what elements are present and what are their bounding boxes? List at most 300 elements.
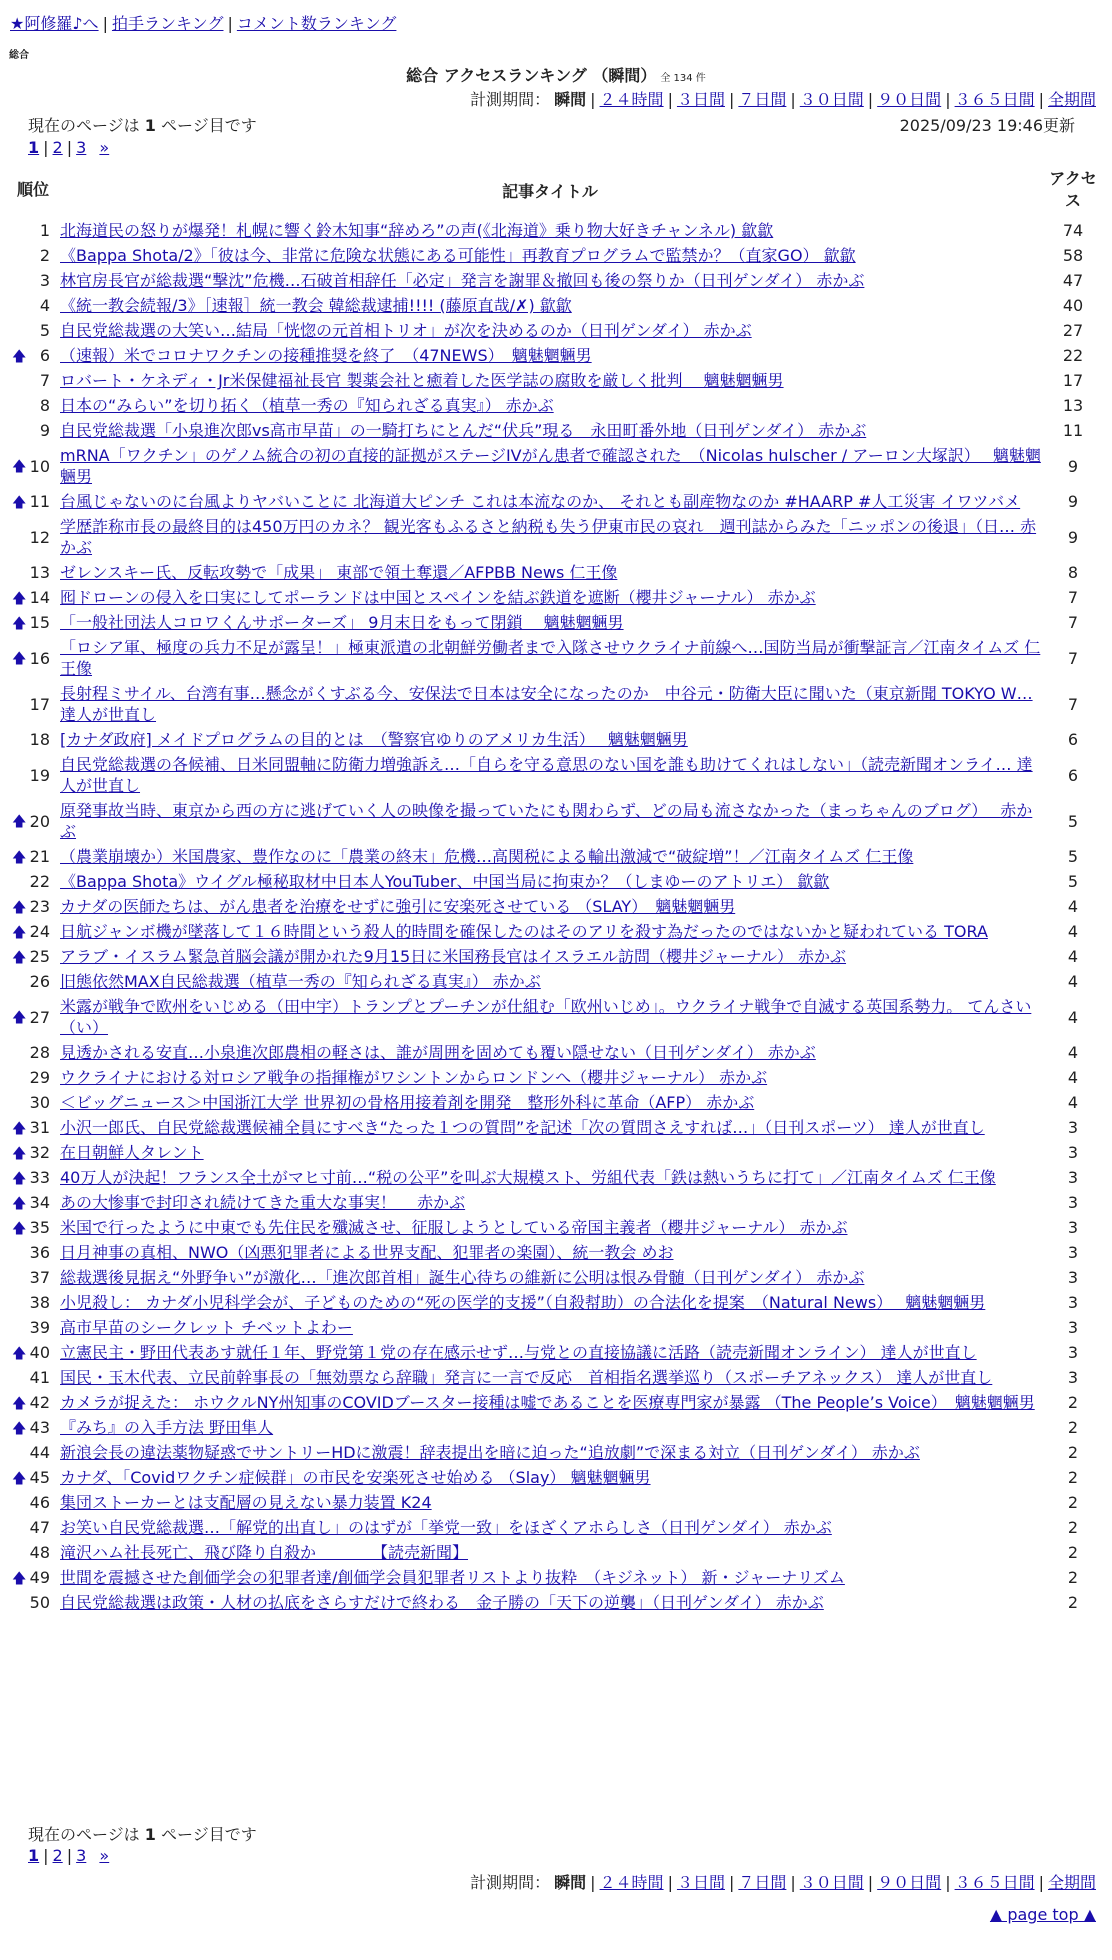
rank-cell bbox=[10, 343, 56, 368]
title-cell bbox=[56, 1540, 1044, 1565]
title-cell bbox=[56, 343, 1044, 368]
table-row bbox=[10, 268, 1102, 293]
rank-number: 45 bbox=[29, 1468, 50, 1487]
access-count: 2 bbox=[1067, 1518, 1079, 1537]
rank-cell bbox=[10, 293, 56, 318]
article-title-link[interactable]: 自民党総裁選の大笑い…結局「恍惚の元首相トリオ」が次を決めるのか（日刊ゲンダイ） 赤かぶ bbox=[60, 321, 752, 340]
table-row bbox=[10, 1590, 1102, 1615]
article-title-link[interactable]: 在日朝鮮人タレント bbox=[60, 1143, 204, 1162]
article-title-link[interactable]: あの大惨事で封印され続けてきた重大な事実！ 赤かぶ bbox=[60, 1193, 466, 1212]
rank-number: 40 bbox=[29, 1343, 50, 1362]
table-row bbox=[10, 1440, 1102, 1465]
access-count: 40 bbox=[1062, 296, 1084, 315]
rank-number: 23 bbox=[29, 897, 50, 916]
table-row bbox=[10, 243, 1102, 268]
rank-number: 5 bbox=[39, 321, 50, 340]
access-count: 7 bbox=[1067, 694, 1079, 714]
up-arrow-icon: 🡅 bbox=[12, 1145, 27, 1162]
title-cell bbox=[56, 1265, 1044, 1290]
title-cell bbox=[56, 368, 1044, 393]
rank-cell bbox=[10, 1340, 56, 1365]
table-row bbox=[10, 218, 1102, 243]
title-cell bbox=[56, 1465, 1044, 1490]
table-row bbox=[10, 844, 1102, 869]
table-row bbox=[10, 1315, 1102, 1340]
up-arrow-icon: 🡅 bbox=[12, 1345, 27, 1362]
rank-number: 14 bbox=[29, 588, 50, 607]
table-row bbox=[10, 318, 1102, 343]
article-title-link[interactable]: （農業崩壊か）米国農家、豊作なのに「農業の終末」危機…高関税による輸出激減で“破綻増”！／江南タイムズ 仁王像 bbox=[60, 847, 914, 866]
access-count: 2 bbox=[1067, 1468, 1079, 1487]
rank-number: 31 bbox=[29, 1118, 50, 1137]
article-title-link[interactable]: 日航ジャンボ機が墜落して１６時間という殺人的時間を確保したのはそのアリを殺す為だったのではないかと疑われている TORA bbox=[60, 922, 988, 941]
up-arrow-icon: 🡅 bbox=[12, 849, 27, 866]
title-cell bbox=[56, 1590, 1044, 1615]
rank-number: 36 bbox=[29, 1243, 50, 1262]
article-title-link[interactable]: mRNA「ワクチン」のゲノム統合の初の直接的証拠がステージIVがん患者で確認された （Nicolas hulscher / アーロン大塚訳） 魑魅魍魎男 bbox=[60, 446, 1041, 486]
article-title-link[interactable]: 集団ストーカーとは支配層の見えない暴力装置 K24 bbox=[60, 1493, 432, 1512]
rank-cell bbox=[10, 489, 56, 514]
rank-number: 37 bbox=[29, 1268, 50, 1287]
article-title-link[interactable]: アラブ・イスラム緊急首脳会議が開かれた9月15日に米国務長官はイスラエル訪問（櫻井ジャーナル） 赤かぶ bbox=[60, 947, 847, 966]
rank-number: 48 bbox=[29, 1543, 50, 1562]
title-cell bbox=[56, 1565, 1044, 1590]
rank-cell bbox=[10, 1465, 56, 1490]
rank-number: 17 bbox=[29, 694, 50, 714]
pager-top: 1 | 2 | 3 » bbox=[28, 138, 110, 157]
access-count: 5 bbox=[1067, 847, 1079, 866]
rank-cell bbox=[10, 869, 56, 894]
rank-number: 35 bbox=[29, 1218, 50, 1237]
article-title-link[interactable]: カナダ、「Covidワクチン症候群」の市民を安楽死させ始める （Slay） 魑魅魍魎男 bbox=[60, 1468, 651, 1487]
article-title-link[interactable]: 見透かされる安直…小泉進次郎農相の軽さは、誰が周囲を固めても覆い隠せない（日刊ゲンダイ） 赤かぶ bbox=[60, 1043, 816, 1062]
table-row bbox=[10, 1340, 1102, 1365]
article-title-link[interactable]: ロバート・ケネディ・Jr米保健福祉長官 製薬会社と癒着した医学誌の腐敗を厳しく批判 魑魅魍魎男 bbox=[60, 371, 784, 390]
table-row bbox=[10, 514, 1102, 560]
rank-cell bbox=[10, 1215, 56, 1240]
title-cell bbox=[56, 1065, 1044, 1090]
up-arrow-icon: 🡅 bbox=[12, 899, 27, 916]
access-count: 11 bbox=[1062, 421, 1084, 440]
rank-number: 39 bbox=[29, 1318, 50, 1337]
table-row bbox=[10, 752, 1102, 798]
access-count: 6 bbox=[1067, 765, 1079, 785]
rank-cell bbox=[10, 1415, 56, 1440]
up-arrow-icon: 🡅 bbox=[12, 1010, 27, 1026]
category-label: 総合 bbox=[9, 50, 29, 61]
article-title-link[interactable]: 《統一教会続報/3》［速報］統一教会 韓総裁逮捕!!!! (藤原直哉/✗) 歙歙 bbox=[60, 296, 572, 315]
article-title-link[interactable]: 《Bappa Shota》ウイグル極秘取材中日本人YouTuber、中国当局に拘束か？（しまゆーのアトリエ） 歙歙 bbox=[60, 872, 830, 891]
up-arrow-icon: 🡅 bbox=[12, 1195, 27, 1212]
table-row bbox=[10, 1140, 1102, 1165]
rank-number: 11 bbox=[29, 492, 50, 511]
title-cell bbox=[56, 489, 1044, 514]
rank-number: 16 bbox=[29, 648, 50, 668]
rank-number: 24 bbox=[29, 922, 50, 941]
table-row bbox=[10, 1465, 1102, 1490]
pager-next[interactable]: » bbox=[99, 138, 110, 157]
article-title-link[interactable]: 立憲民主・野田代表あす就任１年、野党第１党の存在感示せず…与党との直接協議に活路（読売新聞オンライン） 達人が世直し bbox=[60, 1343, 977, 1362]
title-cell bbox=[56, 1090, 1044, 1115]
article-title-link[interactable]: 日月神事の真相、NWO（凶悪犯罪者による世界支配、犯罪者の楽園）、統一教会 めお bbox=[60, 1243, 674, 1262]
up-arrow-icon: 🡅 bbox=[12, 459, 27, 475]
table-row bbox=[10, 1490, 1102, 1515]
rank-number: 32 bbox=[29, 1143, 50, 1162]
access-count: 3 bbox=[1067, 1193, 1079, 1212]
period-link-24h[interactable]: ２４時間 bbox=[599, 90, 664, 109]
title-cell bbox=[56, 560, 1044, 585]
article-title-link[interactable]: [カナダ政府] メイドプログラムの目的とは （警察官ゆりのアメリカ生活） 魑魅魍魎男 bbox=[60, 730, 688, 749]
rank-number: 41 bbox=[29, 1368, 50, 1387]
table-row bbox=[10, 919, 1102, 944]
pager-page-2[interactable]: 2 bbox=[52, 1846, 63, 1865]
rank-cell bbox=[10, 1090, 56, 1115]
article-title-link[interactable]: 小児殺し： カナダ小児科学会が、子どものための“死の医学的支援”（自殺幇助）の合法化を提案 （Natural News） 魑魅魍魎男 bbox=[60, 1293, 986, 1312]
access-count: 22 bbox=[1062, 346, 1084, 365]
period-current: 瞬間 bbox=[554, 1873, 587, 1892]
access-count: 13 bbox=[1062, 396, 1084, 415]
rank-number: 29 bbox=[29, 1068, 50, 1087]
access-count: 7 bbox=[1067, 648, 1079, 668]
access-count: 3 bbox=[1067, 1368, 1079, 1387]
article-title-link[interactable]: 自民党総裁選は政策・人材の払底をさらすだけで終わる 金子勝の「天下の逆襲」（日刊ゲンダイ） 赤かぶ bbox=[60, 1593, 824, 1612]
title-cell bbox=[56, 1315, 1044, 1340]
rank-number: 25 bbox=[29, 947, 50, 966]
rank-number: 8 bbox=[39, 396, 50, 415]
table-row bbox=[10, 489, 1102, 514]
table-row bbox=[10, 560, 1102, 585]
article-title-link[interactable]: 台風じゃないのに台風よりヤバいことに 北海道大ピンチ これは本流なのか、 それとも副産物なのか #HAARP #人工災害 イワツバメ bbox=[60, 492, 1021, 511]
article-title-link[interactable]: 「一般社団法人コロワくんサポーターズ」 9月末日をもって閉鎖 魑魅魍魎男 bbox=[60, 613, 624, 632]
pager-page-current[interactable]: 1 bbox=[28, 138, 40, 157]
access-count: 2 bbox=[1067, 1393, 1079, 1412]
access-count: 9 bbox=[1067, 492, 1079, 511]
access-count: 5 bbox=[1067, 872, 1079, 891]
header-access: アクセス bbox=[1049, 169, 1097, 210]
title-cell bbox=[56, 844, 1044, 869]
table-row bbox=[10, 1390, 1102, 1415]
article-title-link[interactable]: 学歴詐称市長の最終目的は450万円のカネ？ 観光客もふるさと納税も失う伊東市民の哀れ 週刊誌からみた「ニッポンの後退」（日… 赤かぶ bbox=[60, 517, 1037, 557]
title-cell bbox=[56, 1415, 1044, 1440]
rank-cell bbox=[10, 1240, 56, 1265]
article-title-link[interactable]: 《Bappa Shota/2》「彼は今、非常に危険な状態にある可能性」再教育プログラムで監禁か？（直家GO） 歙歙 bbox=[60, 246, 856, 265]
rank-cell bbox=[10, 1365, 56, 1390]
article-title-link[interactable]: 林官房長官が総裁選“撃沈”危機…石破首相辞任「必定」発言を謝罪＆撤回も後の祭りか（日刊ゲンダイ） 赤かぶ bbox=[60, 271, 865, 290]
rank-cell bbox=[10, 1190, 56, 1215]
page-title-text: 総合 アクセスランキング （瞬間） bbox=[406, 66, 657, 85]
table-row bbox=[10, 994, 1102, 1040]
up-arrow-icon: 🡅 bbox=[12, 1470, 27, 1487]
title-cell bbox=[56, 681, 1044, 727]
title-cell bbox=[56, 1040, 1044, 1065]
title-cell bbox=[56, 919, 1044, 944]
article-title-link[interactable]: 自民党総裁選の各候補、日米同盟軸に防衛力増強訴え…「自らを守る意思のない国を誰も助けてくれはしない」（読売新聞オンライ… 達人が世直し bbox=[60, 755, 1033, 795]
title-cell bbox=[56, 894, 1044, 919]
rank-cell bbox=[10, 393, 56, 418]
rank-cell bbox=[10, 1065, 56, 1090]
title-cell bbox=[56, 1340, 1044, 1365]
rank-cell bbox=[10, 1265, 56, 1290]
article-title-link[interactable]: 総裁選後見据え“外野争い”が激化…「進次郎首相」誕生心待ちの維新に公明は恨み骨髄（日刊ゲンダイ） 赤かぶ bbox=[60, 1268, 865, 1287]
table-row bbox=[10, 944, 1102, 969]
up-arrow-icon: 🡅 bbox=[12, 1170, 27, 1187]
access-count: 4 bbox=[1067, 897, 1079, 916]
current-page-info-top: 現在のページは 1 ページ目です bbox=[28, 116, 257, 135]
title-cell bbox=[56, 1290, 1044, 1315]
access-count: 7 bbox=[1067, 613, 1079, 632]
access-count: 17 bbox=[1062, 371, 1084, 390]
table-row bbox=[10, 368, 1102, 393]
access-count: 58 bbox=[1062, 246, 1084, 265]
access-count: 4 bbox=[1067, 972, 1079, 991]
article-title-link[interactable]: 『みち』の入手方法 野田隼人 bbox=[60, 1418, 274, 1437]
rank-cell bbox=[10, 218, 56, 243]
rank-cell bbox=[10, 1490, 56, 1515]
period-link-30d[interactable]: ３０日間 bbox=[799, 1873, 864, 1892]
table-row bbox=[10, 1290, 1102, 1315]
period-selector-top: 計測期間： 瞬間 | ２４時間 | ３日間 | ７日間 | ３０日間 | ９０日間 | ３６５日間 | 全期間 bbox=[470, 90, 1096, 109]
total-count: 全 134 件 bbox=[660, 73, 706, 84]
pager-page-2[interactable]: 2 bbox=[52, 138, 63, 157]
access-count: 8 bbox=[1067, 563, 1079, 582]
table-row bbox=[10, 1165, 1102, 1190]
article-title-link[interactable]: 世間を震撼させた創価学会の犯罪者達/創価学会員犯罪者リストより抜粋 （キジネット） 新・ジャーナリズム bbox=[60, 1568, 845, 1587]
rank-cell bbox=[10, 1515, 56, 1540]
period-link-7d[interactable]: ７日間 bbox=[738, 90, 787, 109]
updated-timestamp: 2025/09/23 19:46更新 bbox=[899, 116, 1075, 135]
article-title-link[interactable]: 国民・玉木代表、立民前幹事長の「無効票なら辞職」発言に一言で反応 首相指名選挙巡り（スポーチアネックス） 達人が世直し bbox=[60, 1368, 993, 1387]
period-link-365d[interactable]: ３６５日間 bbox=[954, 90, 1035, 109]
access-count: 9 bbox=[1067, 527, 1079, 547]
article-title-link[interactable]: カメラが捉えた： ホウクルNY州知事のCOVIDブースター接種は嘘であることを医療専門家が暴露 （The People’s Voice） 魑魅魍魎男 bbox=[60, 1393, 1035, 1412]
access-count: 27 bbox=[1062, 321, 1084, 340]
table-row bbox=[10, 1190, 1102, 1215]
access-count: 4 bbox=[1067, 1068, 1079, 1087]
rank-number: 13 bbox=[29, 563, 50, 582]
access-count: 4 bbox=[1067, 1093, 1079, 1112]
access-count: 2 bbox=[1067, 1418, 1079, 1437]
article-title-link[interactable]: ウクライナにおける対ロシア戦争の指揮権がワシントンからロンドンへ（櫻井ジャーナル） 赤かぶ bbox=[60, 1068, 768, 1087]
table-row bbox=[10, 585, 1102, 610]
table-row bbox=[10, 1415, 1102, 1440]
pager-page-3[interactable]: 3 bbox=[76, 138, 87, 157]
title-cell bbox=[56, 1165, 1044, 1190]
table-row bbox=[10, 894, 1102, 919]
access-count: 3 bbox=[1067, 1218, 1079, 1237]
access-count: 5 bbox=[1067, 811, 1079, 831]
title-cell bbox=[56, 869, 1044, 894]
article-title-link[interactable]: 高市早苗のシークレット チベットよわー bbox=[60, 1318, 353, 1337]
link-asyura-home[interactable]: ★阿修羅♪へ bbox=[10, 14, 99, 33]
rank-cell bbox=[10, 1140, 56, 1165]
title-cell bbox=[56, 268, 1044, 293]
rank-cell bbox=[10, 752, 56, 798]
link-comment-ranking[interactable]: コメント数ランキング bbox=[236, 14, 397, 33]
article-title-link[interactable]: 新浪会長の違法薬物疑惑でサントリーHDに激震！辞表提出を暗に迫った“追放劇”で深まる対立（日刊ゲンダイ） 赤かぶ bbox=[60, 1443, 920, 1462]
article-title-link[interactable]: ＜ビッグニュース＞中国浙江大学 世界初の骨格用接着剤を開発 整形外科に革命（AFP） 赤かぶ bbox=[60, 1093, 755, 1112]
article-title-link[interactable]: お笑い自民党総裁選…「解党的出直し」のはずが「挙党一致」をほざくアホらしさ（日刊ゲンダイ） 赤かぶ bbox=[60, 1518, 832, 1537]
table-row bbox=[10, 635, 1102, 681]
article-title-link[interactable]: 「ロシア軍、極度の兵力不足が露呈！」極東派遣の北朝鮮労働者まで入隊させウクライナ前線へ…国防当局が衝撃証言／江南タイムズ 仁王像 bbox=[60, 638, 1041, 678]
access-count: 7 bbox=[1067, 588, 1079, 607]
table-row bbox=[10, 1365, 1102, 1390]
rank-number: 26 bbox=[29, 972, 50, 991]
rank-cell bbox=[10, 1540, 56, 1565]
period-link-30d[interactable]: ３０日間 bbox=[799, 90, 864, 109]
period-link-all[interactable]: 全期間 bbox=[1047, 90, 1096, 109]
rank-cell bbox=[10, 944, 56, 969]
up-arrow-icon: 🡅 bbox=[12, 1395, 27, 1412]
title-cell bbox=[56, 1240, 1044, 1265]
table-row bbox=[10, 1215, 1102, 1240]
rank-number: 4 bbox=[39, 296, 50, 315]
access-count: 3 bbox=[1067, 1143, 1079, 1162]
rank-number: 44 bbox=[29, 1443, 50, 1462]
rank-number: 49 bbox=[29, 1568, 50, 1587]
rank-number: 12 bbox=[29, 527, 50, 547]
ranking-table bbox=[10, 162, 1102, 1615]
table-row bbox=[10, 343, 1102, 368]
rank-cell bbox=[10, 635, 56, 681]
title-cell bbox=[56, 243, 1044, 268]
pager-next[interactable]: » bbox=[99, 1846, 110, 1865]
rank-cell bbox=[10, 1115, 56, 1140]
up-arrow-icon: 🡅 bbox=[12, 1570, 27, 1587]
title-cell bbox=[56, 318, 1044, 343]
title-cell bbox=[56, 1440, 1044, 1465]
rank-cell bbox=[10, 1390, 56, 1415]
rank-number: 42 bbox=[29, 1393, 50, 1412]
table-row bbox=[10, 969, 1102, 994]
title-cell bbox=[56, 1115, 1044, 1140]
article-title-link[interactable]: 日本の“みらい”を切り拓く（植草一秀の『知られざる真実』） 赤かぶ bbox=[60, 396, 554, 415]
header-rank: 順位 bbox=[16, 180, 49, 199]
pager-page-3[interactable]: 3 bbox=[76, 1846, 87, 1865]
article-title-link[interactable]: 40万人が決起！フランス全土がマヒ寸前…“税の公平”を叫ぶ大規模スト、労組代表「鉄は熱いうちに打て」／江南タイムズ 仁王像 bbox=[60, 1168, 996, 1187]
access-count: 3 bbox=[1067, 1168, 1079, 1187]
pager-page-current[interactable]: 1 bbox=[28, 1846, 40, 1865]
title-cell bbox=[56, 1140, 1044, 1165]
article-title-link[interactable]: 滝沢ハム社長死亡、飛び降り自殺か 【読売新聞】 bbox=[60, 1543, 469, 1562]
rank-cell bbox=[10, 1040, 56, 1065]
rank-cell bbox=[10, 1290, 56, 1315]
up-arrow-icon: 🡅 bbox=[12, 1220, 27, 1237]
article-title-link[interactable]: 米国で行ったように中東でも先住民を殲滅させ、征服しようとしている帝国主義者（櫻井ジャーナル） 赤かぶ bbox=[60, 1218, 848, 1237]
rank-cell bbox=[10, 727, 56, 752]
article-title-link[interactable]: 小沢一郎氏、自民党総裁選候補全員にすべき“たった１つの質問”を記述「次の質問さえすれば…」（日刊スポーツ） 達人が世直し bbox=[60, 1118, 985, 1137]
article-title-link[interactable]: 米露が戦争で欧州をいじめる（田中宇）トランプとプーチンが仕組む「欧州いじめ」。ウクライナ戦争で自滅する英国系勢力。 てんさい（い） bbox=[60, 997, 1032, 1037]
up-arrow-icon: 🡅 bbox=[12, 1120, 27, 1137]
article-title-link[interactable]: ゼレンスキー氏、反転攻勢で「成果」 東部で領土奪還／AFPBB News 仁王像 bbox=[60, 563, 618, 582]
rank-number: 19 bbox=[29, 765, 50, 785]
period-link-365d[interactable]: ３６５日間 bbox=[954, 1873, 1035, 1892]
article-title-link[interactable]: 自民党総裁選「小泉進次郎vs高市早苗」の一騎打ちにとんだ“伏兵”現る 永田町番外地（日刊ゲンダイ） 赤かぶ bbox=[60, 421, 867, 440]
period-link-all[interactable]: 全期間 bbox=[1047, 1873, 1096, 1892]
period-selector-bottom: 計測期間： 瞬間 | ２４時間 | ３日間 | ７日間 | ３０日間 | ９０日間 | ３６５日間 | 全期間 bbox=[470, 1873, 1096, 1892]
rank-cell bbox=[10, 418, 56, 443]
page-top-link[interactable]: ▲ page top ▲ bbox=[989, 1905, 1096, 1924]
rank-cell bbox=[10, 318, 56, 343]
up-arrow-icon: 🡅 bbox=[12, 1420, 27, 1437]
up-arrow-icon: 🡅 bbox=[12, 651, 27, 667]
access-count: 3 bbox=[1067, 1318, 1079, 1337]
title-cell bbox=[56, 752, 1044, 798]
rank-cell bbox=[10, 681, 56, 727]
table-row bbox=[10, 1540, 1102, 1565]
table-row bbox=[10, 1115, 1102, 1140]
period-link-3d[interactable]: ３日間 bbox=[676, 1873, 725, 1892]
access-count: 2 bbox=[1067, 1443, 1079, 1462]
article-title-link[interactable]: 長射程ミサイル、台湾有事…懸念がくすぶる今、安保法で日本は安全になったのか 中谷元・防衛大臣に聞いた（東京新聞 TOKYO W… 達人が世直し bbox=[60, 684, 1033, 724]
article-title-link[interactable]: カナダの医師たちは、がん患者を治療をせずに強引に安楽死させている （SLAY） 魑魅魍魎男 bbox=[60, 897, 736, 916]
period-link-7d[interactable]: ７日間 bbox=[738, 1873, 787, 1892]
rank-number: 43 bbox=[29, 1418, 50, 1437]
rank-number: 50 bbox=[29, 1593, 50, 1612]
title-cell bbox=[56, 969, 1044, 994]
title-cell bbox=[56, 1390, 1044, 1415]
rank-number: 38 bbox=[29, 1293, 50, 1312]
rank-number: 3 bbox=[39, 271, 50, 290]
table-row bbox=[10, 681, 1102, 727]
rank-cell bbox=[10, 610, 56, 635]
article-title-link[interactable]: （速報）米でコロナワクチンの接種推奨を終了 （47NEWS） 魑魅魍魎男 bbox=[60, 346, 592, 365]
rank-cell bbox=[10, 243, 56, 268]
access-count: 4 bbox=[1067, 1007, 1079, 1027]
title-cell bbox=[56, 727, 1044, 752]
rank-number: 33 bbox=[29, 1168, 50, 1187]
rank-number: 46 bbox=[29, 1493, 50, 1512]
table-row bbox=[10, 1565, 1102, 1590]
current-page-info-bottom: 現在のページは 1 ページ目です bbox=[28, 1825, 257, 1844]
rank-number: 21 bbox=[29, 847, 50, 866]
rank-cell bbox=[10, 1565, 56, 1590]
access-count: 2 bbox=[1067, 1568, 1079, 1587]
article-title-link[interactable]: 旧態依然MAX自民総裁選（植草一秀の『知られざる真実』） 赤かぶ bbox=[60, 972, 541, 991]
rank-number: 7 bbox=[39, 371, 50, 390]
rank-cell bbox=[10, 969, 56, 994]
period-link-90d[interactable]: ９０日間 bbox=[877, 90, 942, 109]
access-count: 9 bbox=[1067, 456, 1079, 476]
table-row bbox=[10, 1040, 1102, 1065]
table-row bbox=[10, 293, 1102, 318]
rank-cell bbox=[10, 585, 56, 610]
access-count: 4 bbox=[1067, 947, 1079, 966]
table-row bbox=[10, 393, 1102, 418]
link-applause-ranking[interactable]: 拍手ランキング bbox=[111, 14, 224, 33]
period-link-24h[interactable]: ２４時間 bbox=[599, 1873, 664, 1892]
article-title-link[interactable]: 北海道民の怒りが爆発！札幌に響く鈴木知事“辞めろ”の声(《北海道》乗り物大好きチャンネル) 歙歙 bbox=[60, 221, 774, 240]
rank-cell bbox=[10, 268, 56, 293]
up-arrow-icon: 🡅 bbox=[12, 494, 27, 511]
article-title-link[interactable]: 囮ドローンの侵入を口実にしてポーランドは中国とスペインを結ぶ鉄道を遮断（櫻井ジャーナル） 赤かぶ bbox=[60, 588, 816, 607]
access-count: 4 bbox=[1067, 922, 1079, 941]
access-count: 2 bbox=[1067, 1543, 1079, 1562]
up-arrow-icon: 🡅 bbox=[12, 615, 27, 632]
period-link-3d[interactable]: ３日間 bbox=[676, 90, 725, 109]
period-link-90d[interactable]: ９０日間 bbox=[877, 1873, 942, 1892]
table-header-row bbox=[10, 162, 1102, 218]
title-cell bbox=[56, 1515, 1044, 1540]
access-count: 74 bbox=[1062, 221, 1084, 240]
rank-cell bbox=[10, 560, 56, 585]
rank-cell bbox=[10, 1590, 56, 1615]
article-title-link[interactable]: 原発事故当時、東京から西の方に逃げていく人の映像を撮っていたにも関わらず、どの局も流さなかった（まっちゃんのブログ） 赤かぶ bbox=[60, 801, 1033, 841]
up-arrow-icon: 🡅 bbox=[12, 348, 27, 365]
title-cell bbox=[56, 1190, 1044, 1215]
table-row bbox=[10, 1265, 1102, 1290]
access-count: 2 bbox=[1067, 1493, 1079, 1512]
up-arrow-icon: 🡅 bbox=[12, 814, 27, 830]
